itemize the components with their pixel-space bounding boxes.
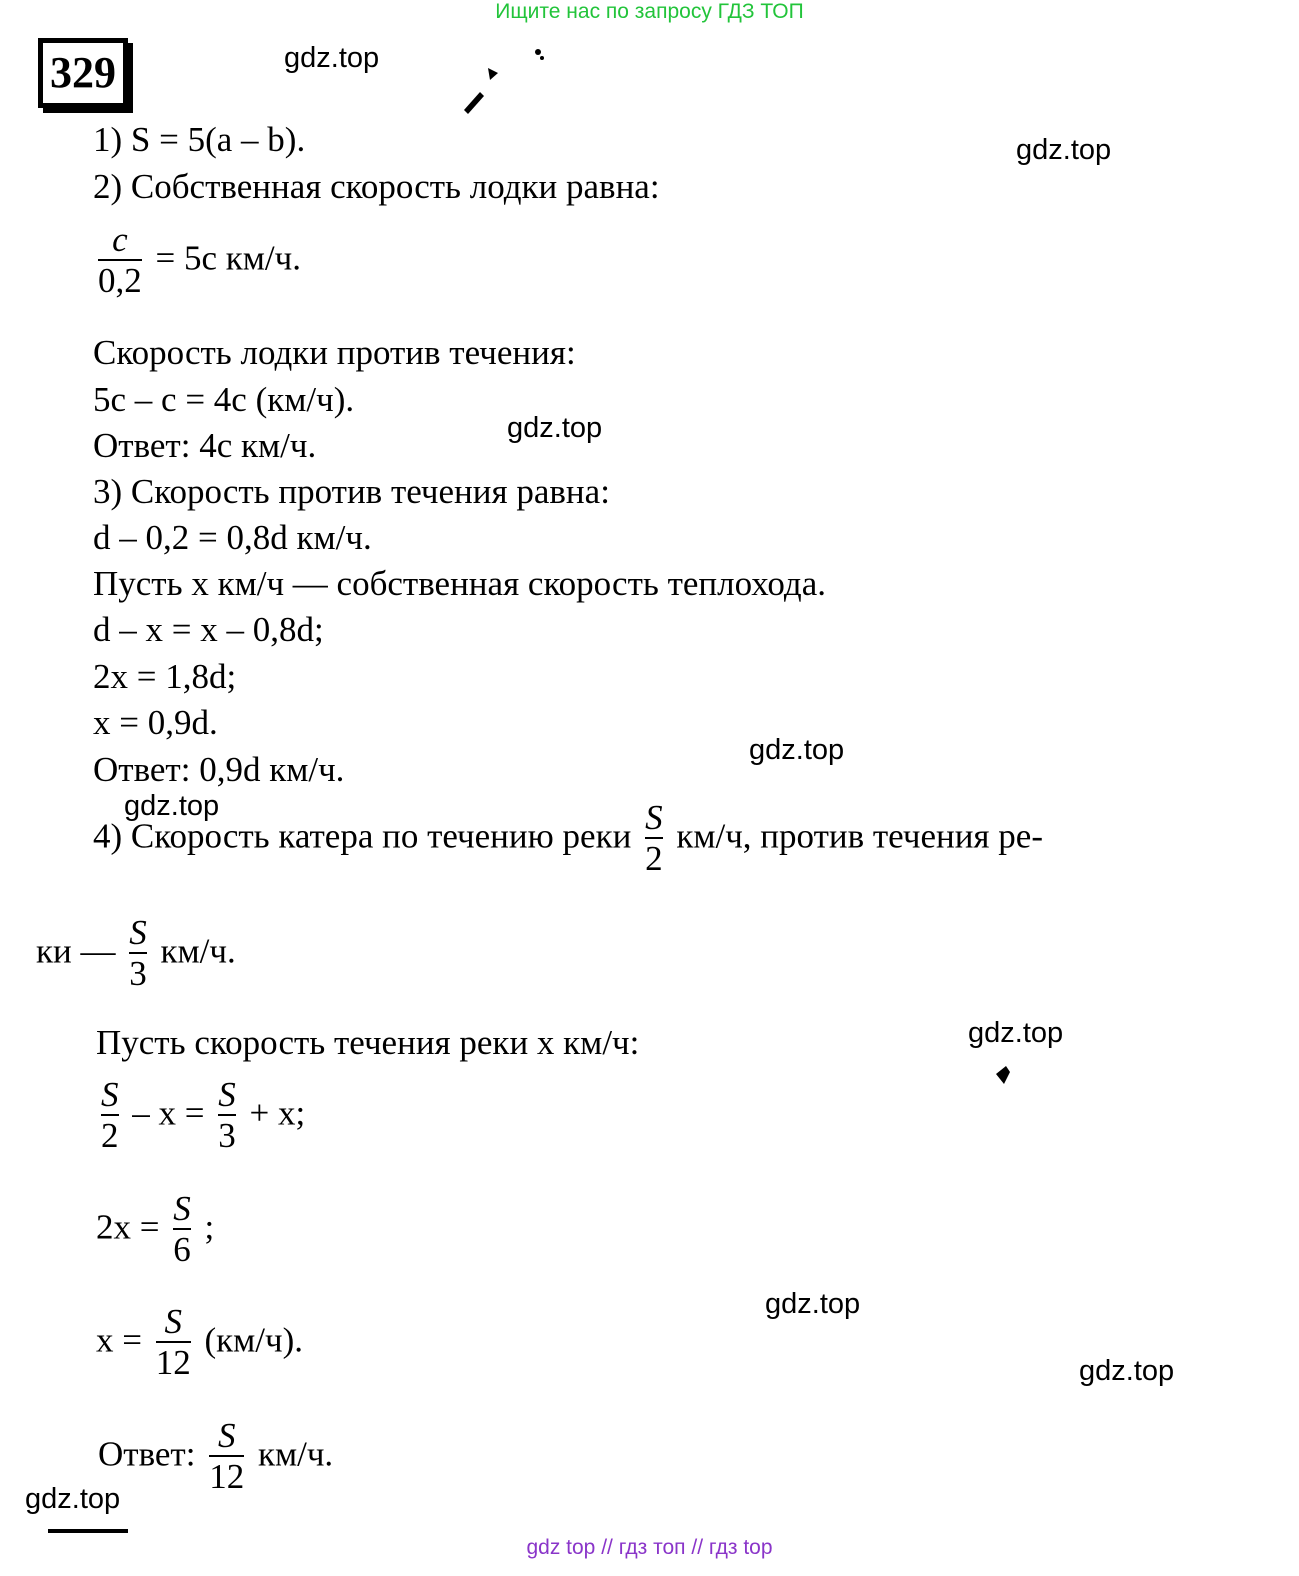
eq3-tail: (км/ч). [204,1320,304,1360]
watermark: gdz.top [284,42,380,74]
fraction-denominator: 2 [101,1115,119,1155]
part4-lead-line [93,800,1043,879]
fraction-denominator: 0,2 [98,260,142,300]
footer-rule [48,1529,128,1533]
fraction-denominator: 3 [218,1115,236,1155]
part2-fraction-line [93,222,301,301]
watermark: gdz.top [968,1017,1064,1049]
part4-cont-tail: км/ч. [160,931,236,971]
fraction-denominator: 12 [209,1456,245,1496]
fraction-numerator: c [112,220,128,259]
part3-answer: Ответ: 0,9d км/ч. [93,750,345,789]
watermark: gdz.top [765,1288,861,1320]
eq2-lead: 2x = [96,1207,160,1247]
part3-line1: d – 0,2 = 0,8d км/ч. [93,518,372,557]
part2-against-heading: Скорость лодки против течения: [93,333,576,372]
watermark: gdz.top [124,790,220,822]
scan-speck [992,1062,1016,1088]
fraction-numerator: S [101,1075,119,1114]
eq1-middle: – x = [132,1093,205,1133]
part4-eq2 [96,1191,214,1270]
part3-let: Пусть x км/ч — собственная скорость теплохода. [93,564,827,603]
fraction-denominator: 12 [155,1342,191,1382]
answer-tail: км/ч. [257,1434,334,1474]
watermark: gdz.top [749,734,845,766]
fraction-denominator: 3 [129,953,147,993]
watermark: gdz.top [25,1483,121,1515]
fraction-result: = 5c км/ч. [155,238,302,278]
part2-answer: Ответ: 4c км/ч. [93,426,317,465]
fraction [209,1418,244,1497]
fraction [645,800,663,879]
part4-lead: 4) Скорость катера по течению реки [93,816,632,856]
part3-eq3: x = 0,9d. [93,703,218,742]
part4-let: Пусть скорость течения реки x км/ч: [96,1023,640,1062]
fraction [218,1077,236,1156]
fraction-numerator: S [129,913,147,952]
part3-eq1: d – x = x – 0,8d; [93,610,324,649]
fraction-numerator: S [164,1302,182,1341]
part3-eq2: 2x = 1,8d; [93,657,237,696]
watermark: gdz.top [1079,1355,1175,1387]
fraction [129,915,147,994]
part4-eq1 [96,1077,305,1156]
bottom-banner: gdz top // гдз топ // гдз top [526,1536,773,1559]
scan-specks [450,40,560,120]
part4-middle: км/ч, против течения ре- [676,816,1043,856]
watermark: gdz.top [1016,134,1112,166]
fraction [156,1304,191,1383]
fraction-denominator: 2 [645,838,663,878]
fraction [173,1191,191,1270]
part1-expression: 1) S = 5(a – b). [93,120,306,159]
part4-eq3 [96,1304,303,1383]
fraction [98,222,142,301]
fraction-numerator: S [645,798,663,837]
eq2-tail: ; [204,1207,215,1247]
fraction-numerator: S [218,1075,236,1114]
part3-heading: 3) Скорость против течения равна: [93,472,610,511]
part4-cont-lead: ки — [36,931,116,971]
fraction-numerator: S [217,1416,236,1455]
eq3-lead: x = [96,1320,142,1360]
fraction-denominator: 6 [173,1229,191,1269]
part2-calc: 5c – c = 4c (км/ч). [93,380,355,419]
eq1-tail: + x; [249,1093,306,1133]
fraction [101,1077,119,1156]
part2-heading: 2) Собственная скорость лодки равна: [93,167,660,206]
part4-cont-line [36,915,236,994]
top-banner: Ищите нас по запросу ГДЗ ТОП [495,0,804,23]
answer-lead: Ответ: [98,1434,196,1474]
fraction-numerator: S [173,1189,191,1228]
part4-answer [98,1418,333,1497]
watermark: gdz.top [507,412,603,444]
problem-number: 329 [38,38,128,108]
